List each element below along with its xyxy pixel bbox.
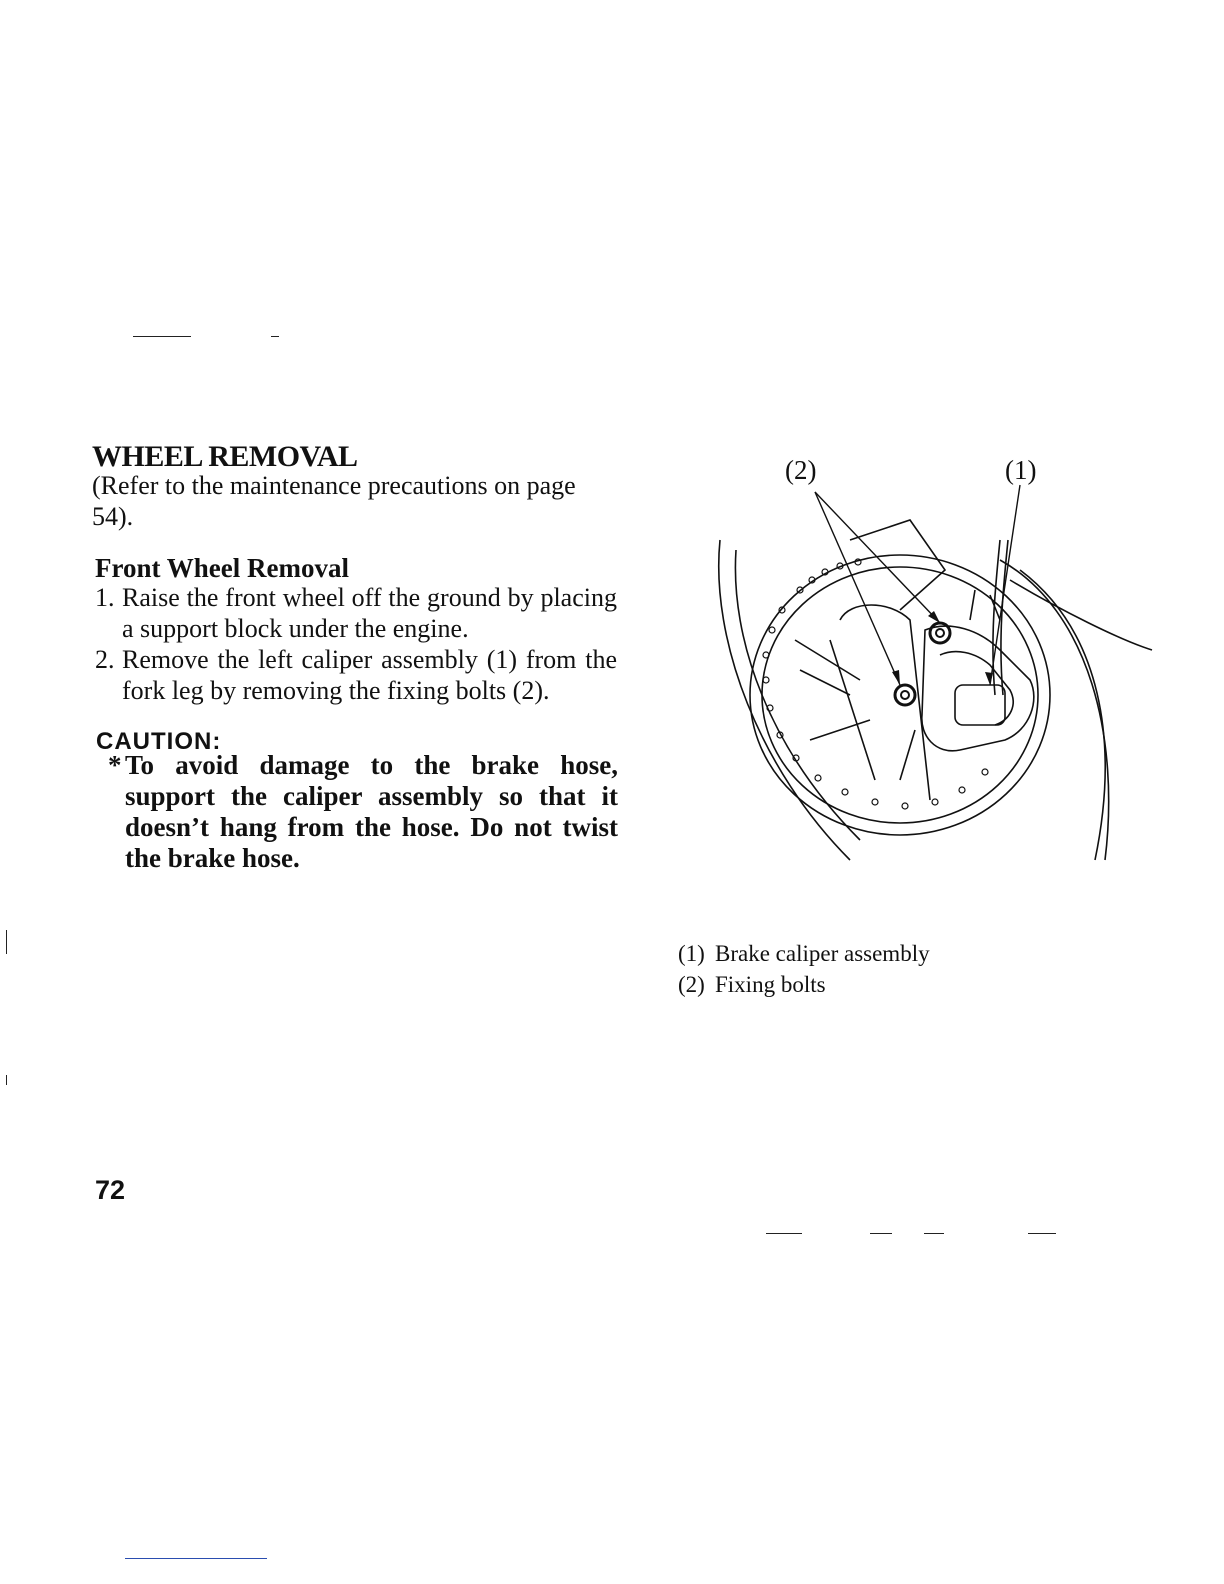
scan-mark	[125, 1558, 267, 1559]
caption-text: Fixing bolts	[715, 972, 826, 997]
step-text: Remove the left caliper assembly (1) from the fork leg by removing the fixing bolts (2).	[122, 645, 617, 705]
scan-mark	[1028, 1233, 1056, 1234]
caution-label: CAUTION:	[96, 728, 222, 755]
subsection-title: Front Wheel Removal	[95, 553, 349, 583]
caution-text	[108, 750, 618, 874]
caption-text: Brake caliper assembly	[715, 941, 930, 966]
scan-mark	[6, 1075, 7, 1085]
caption-number: (2)	[678, 972, 705, 997]
caption-item	[678, 938, 930, 969]
callout-1-label: (1)	[1005, 455, 1037, 485]
step-number: 2.	[95, 645, 115, 674]
callout-2-label: (2)	[785, 455, 817, 485]
scan-mark	[133, 336, 191, 337]
section-title: WHEEL REMOVAL	[92, 440, 358, 473]
scan-mark	[870, 1233, 892, 1234]
intro-text: (Refer to the maintenance precautions on page 54).	[92, 471, 576, 531]
scan-mark	[924, 1233, 944, 1234]
scan-mark	[766, 1233, 802, 1234]
brake-caliper-illustration	[700, 480, 1160, 880]
step-number: 1.	[95, 583, 115, 612]
caption-item	[678, 969, 930, 1000]
list-item	[95, 644, 617, 706]
page-number: 72	[95, 1175, 126, 1205]
scan-mark	[271, 336, 279, 337]
figure-captions	[678, 938, 930, 1000]
caution-body: To avoid damage to the brake hose, support the caliper assembly so that it doesn’t hang from the hose. Do not twist the brake hose.	[125, 750, 618, 873]
list-item	[95, 582, 617, 644]
caption-number: (1)	[678, 941, 705, 966]
step-text: Raise the front wheel off the ground by placing a support block under the engine.	[122, 583, 617, 643]
steps-list	[95, 582, 617, 706]
scan-mark	[6, 930, 7, 954]
caution-bullet: *	[108, 750, 122, 780]
